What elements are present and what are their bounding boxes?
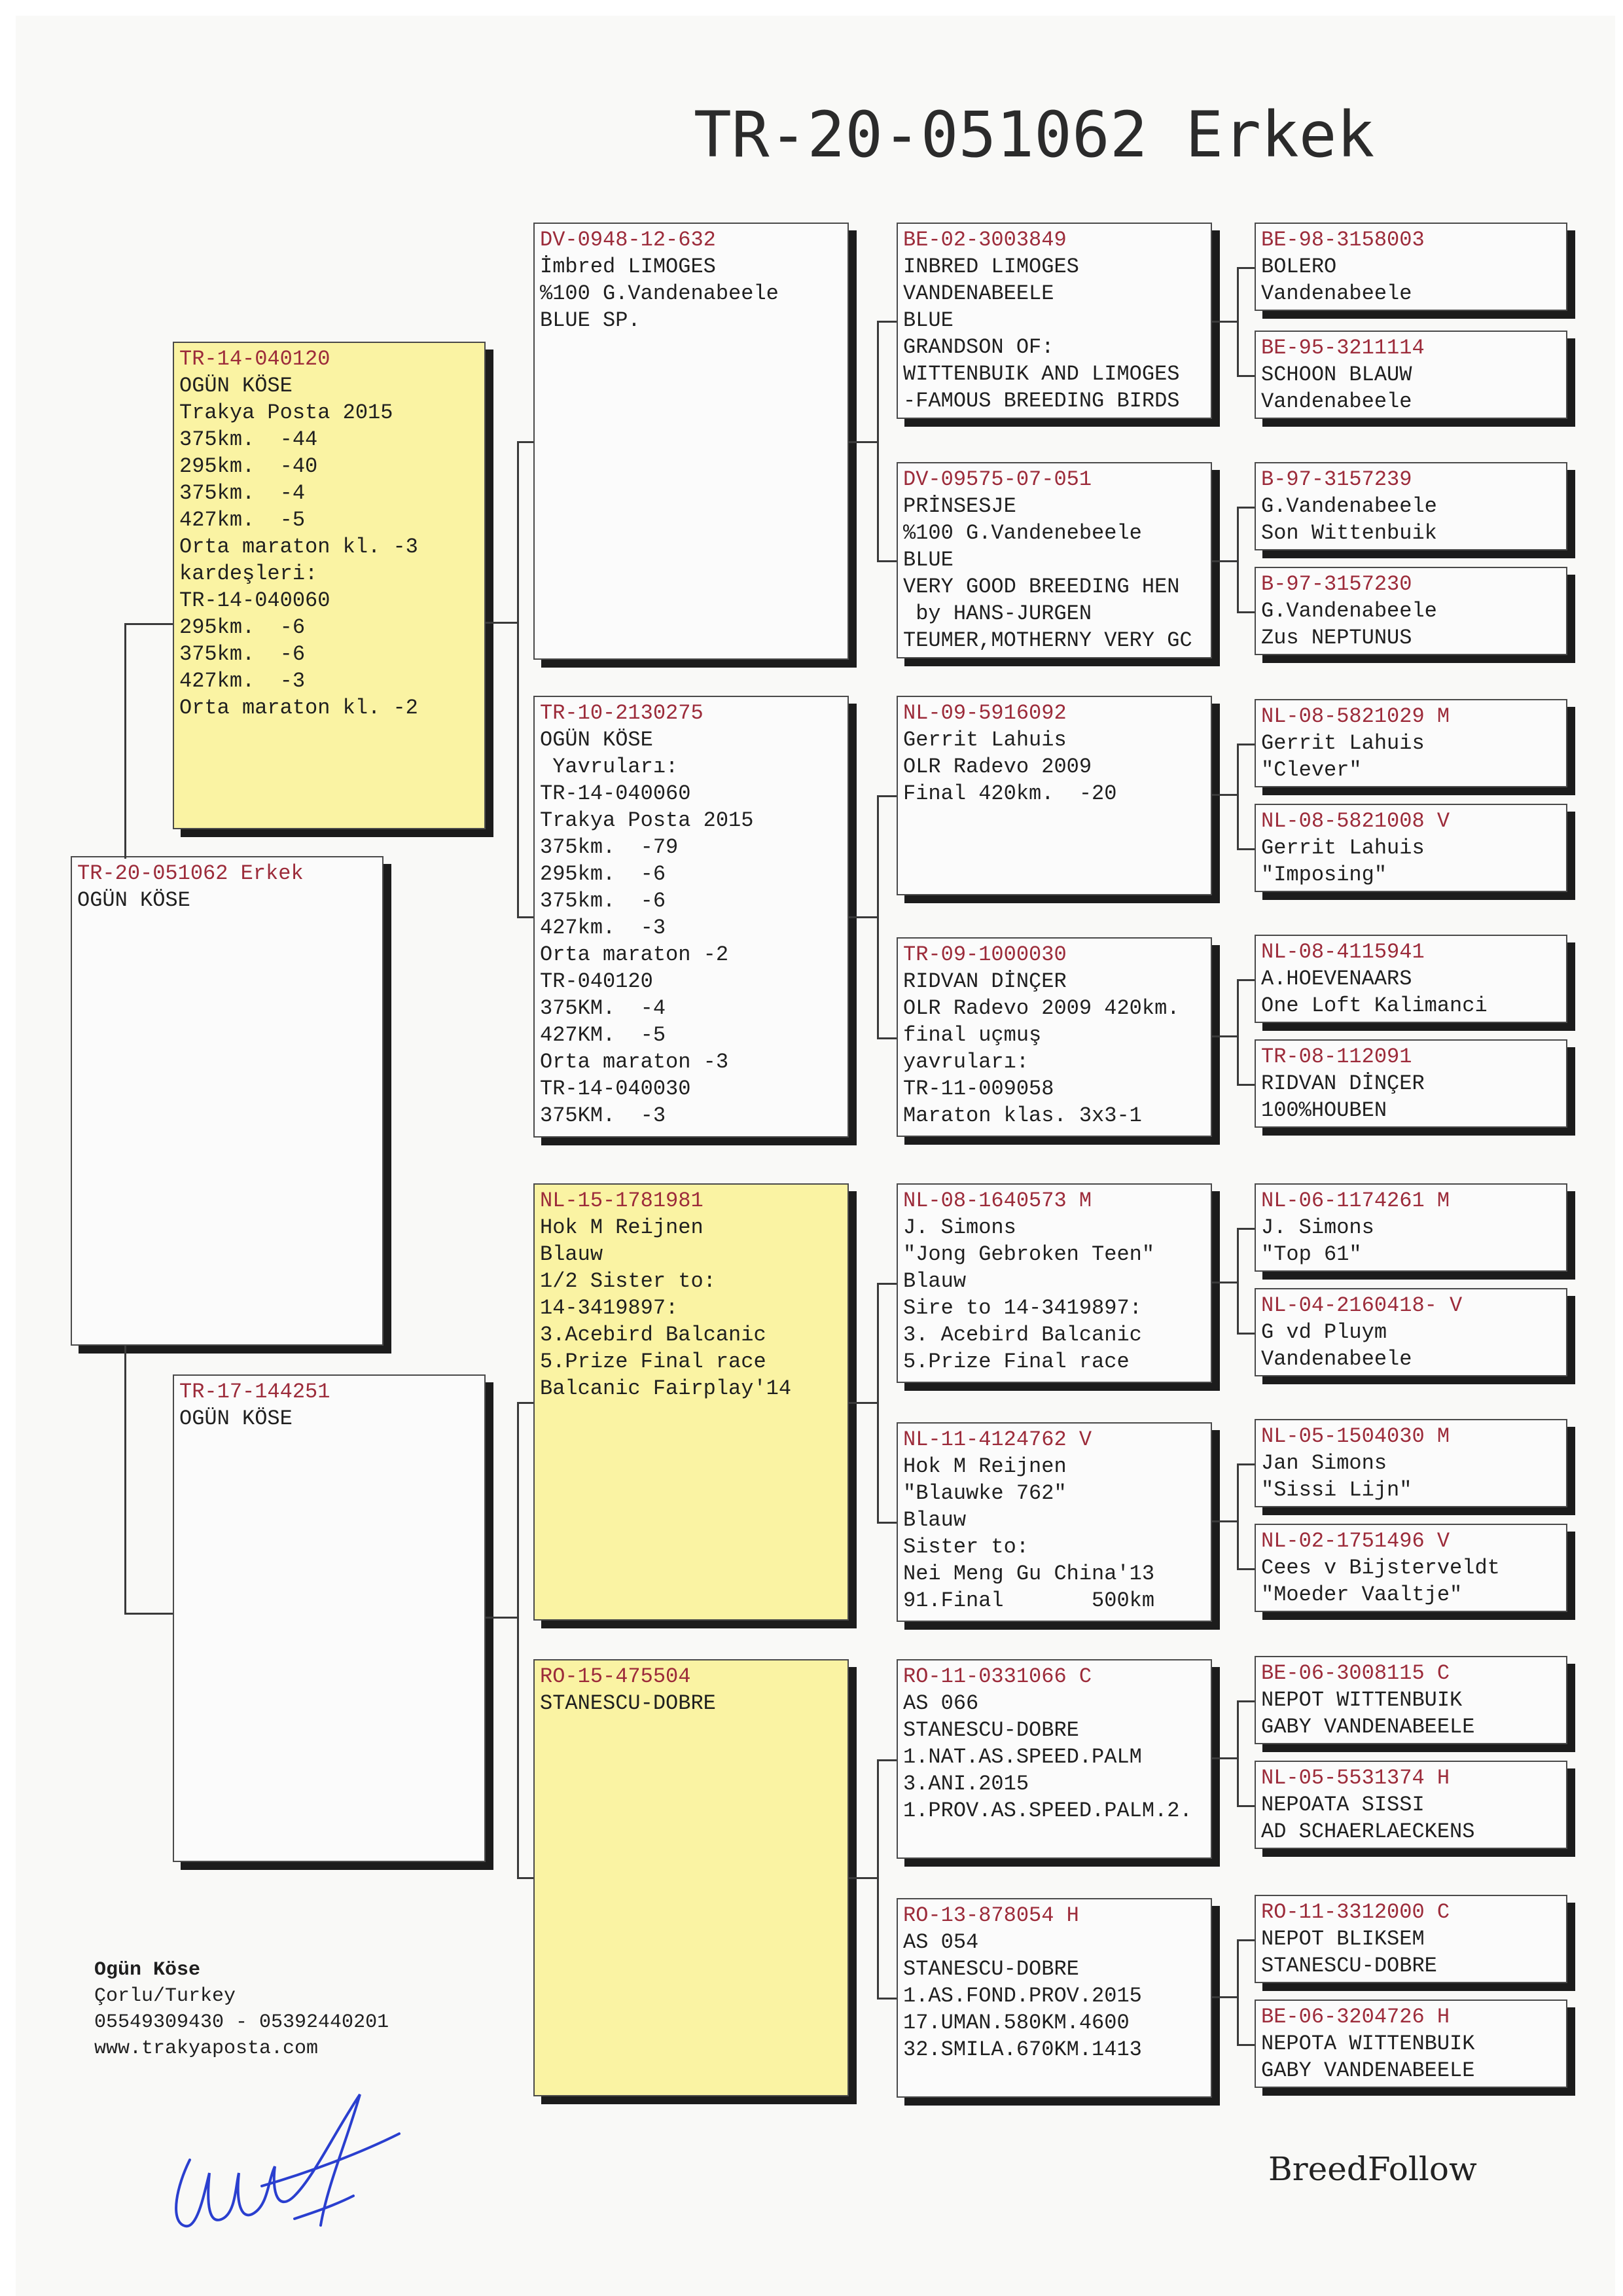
- pedigree-line: TR-14-040060: [540, 781, 691, 806]
- pedigree-line: 5.Prize Final race: [540, 1350, 766, 1374]
- pedigree-line: 14-3419897:: [540, 1296, 679, 1320]
- pedigree-line: 427km. -3: [179, 669, 306, 693]
- pedigree-line: Jan Simons: [1261, 1451, 1387, 1475]
- pedigree-line: Sister to:: [903, 1535, 1029, 1559]
- connector-line: [1212, 794, 1237, 796]
- pedigree-line: OGÜN KÖSE: [540, 728, 653, 752]
- pedigree-line: 32.SMILA.670KM.1413: [903, 2037, 1142, 2062]
- connector-line: [1237, 1084, 1255, 1086]
- connector-line: [1237, 267, 1239, 375]
- connector-line: [1237, 1463, 1255, 1465]
- ring-number: NL-08-5821008 V: [1261, 809, 1450, 833]
- pedigree-line: Gerrit Lahuis: [1261, 731, 1425, 755]
- pedigree-box-g14: [1255, 1761, 1567, 1849]
- ring-number: NL-11-4124762 V: [903, 1427, 1092, 1452]
- pedigree-line: AS 054: [903, 1930, 979, 1954]
- connector-line: [1212, 1996, 1237, 1998]
- pedigree-line: BLUE SP.: [540, 308, 641, 332]
- pedigree-line: Sire to 14-3419897:: [903, 1296, 1142, 1320]
- ring-number: BE-06-3008115 C: [1261, 1661, 1450, 1685]
- breeder-contact: [94, 1957, 389, 2062]
- ring-number: TR-08-112091: [1261, 1045, 1412, 1069]
- connector-line: [517, 441, 519, 916]
- pedigree-line: 375km. -4: [179, 481, 306, 505]
- pedigree-box-ss: [533, 223, 849, 660]
- connector-line: [1237, 744, 1255, 745]
- pedigree-line: Gerrit Lahuis: [903, 728, 1067, 752]
- pedigree-box-g3: [1255, 462, 1567, 550]
- ring-number: NL-05-5531374 H: [1261, 1766, 1450, 1790]
- connector-line: [877, 1522, 897, 1524]
- ring-number: B-97-3157230: [1261, 572, 1412, 596]
- pedigree-box-sds: [897, 696, 1212, 895]
- ring-number: NL-02-1751496 V: [1261, 1529, 1450, 1553]
- pedigree-line: Orta maraton kl. -3: [179, 535, 418, 559]
- pedigree-line: Zus NEPTUNUS: [1261, 626, 1412, 650]
- pedigree-box-dss: [897, 1183, 1212, 1383]
- pedigree-line: by HANS-JURGEN: [903, 601, 1092, 626]
- pedigree-line: INBRED LIMOGES: [903, 255, 1079, 279]
- pedigree-line: STANESCU-DOBRE: [903, 1718, 1079, 1742]
- connector-line: [1237, 1568, 1255, 1570]
- pedigree-line: 3. Acebird Balcanic: [903, 1323, 1142, 1347]
- pedigree-line: 100%HOUBEN: [1261, 1098, 1387, 1122]
- ring-number: RO-15-475504: [540, 1664, 691, 1689]
- connector-line: [1237, 979, 1255, 981]
- pedigree-line: J. Simons: [1261, 1215, 1374, 1240]
- pedigree-line: -FAMOUS BREEDING BIRDS: [903, 389, 1180, 413]
- connector-line: [849, 1402, 877, 1404]
- connector-line: [124, 1613, 173, 1615]
- connector-line: [1237, 2044, 1255, 2046]
- ring-number: RO-11-3312000 C: [1261, 1900, 1450, 1924]
- pedigree-box-g1: [1255, 223, 1567, 311]
- pedigree-line: STANESCU-DOBRE: [540, 1691, 716, 1715]
- ring-number: TR-10-2130275: [540, 701, 704, 725]
- pedigree-line: 1.NAT.AS.SPEED.PALM: [903, 1745, 1142, 1769]
- pedigree-line: Trakya Posta 2015: [540, 808, 754, 833]
- pedigree-box-dd: [533, 1659, 849, 2096]
- ring-number: NL-08-1640573 M: [903, 1189, 1092, 1213]
- pedigree-box-g8: [1255, 1039, 1567, 1128]
- pedigree-box-g4: [1255, 567, 1567, 655]
- ring-number: NL-08-4115941: [1261, 940, 1425, 964]
- ring-number: BE-98-3158003: [1261, 228, 1425, 252]
- pedigree-line: 295km. -6: [179, 615, 306, 639]
- connector-line: [1212, 321, 1237, 323]
- pedigree-line: Trakya Posta 2015: [179, 401, 393, 425]
- connector-line: [1237, 611, 1255, 613]
- pedigree-line: TR-14-040030: [540, 1077, 691, 1101]
- pedigree-line: "Blauwke 762": [903, 1481, 1067, 1505]
- connector-line: [1237, 1939, 1239, 2044]
- pedigree-line: SCHOON BLAUW: [1261, 363, 1412, 387]
- ring-number: RO-11-0331066 C: [903, 1664, 1092, 1689]
- ring-number: B-97-3157239: [1261, 467, 1412, 492]
- connector-line: [486, 622, 517, 624]
- pedigree-line: Nei Meng Gu China'13: [903, 1562, 1155, 1586]
- pedigree-line: Blauw: [903, 1508, 967, 1532]
- pedigree-box-g15: [1255, 1895, 1567, 1983]
- pedigree-line: 91.Final 500km: [903, 1588, 1155, 1613]
- connector-line: [877, 1759, 897, 1761]
- pedigree-line: 375KM. -4: [540, 996, 666, 1020]
- pedigree-box-g16: [1255, 2000, 1567, 2088]
- pedigree-line: Maraton klas. 3x3-1: [903, 1103, 1142, 1128]
- pedigree-line: OGÜN KÖSE: [179, 374, 293, 398]
- pedigree-line: TR-14-040060: [179, 588, 330, 613]
- pedigree-line: WITTENBUIK AND LIMOGES: [903, 362, 1180, 386]
- pedigree-line: 427km. -5: [179, 508, 306, 532]
- pedigree-line: OLR Radevo 2009: [903, 755, 1092, 779]
- pedigree-box-g5: [1255, 699, 1567, 787]
- pedigree-line: GABY VANDENABEELE: [1261, 1715, 1475, 1739]
- pedigree-line: VERY GOOD BREEDING HEN: [903, 575, 1180, 599]
- pedigree-line: 1.PROV.AS.SPEED.PALM.2.: [903, 1799, 1192, 1823]
- pedigree-box-g12: [1255, 1524, 1567, 1612]
- pedigree-box-g13: [1255, 1656, 1567, 1744]
- ring-number: TR-14-040120: [179, 347, 330, 371]
- pedigree-line: RIDVAN DİNÇER: [1261, 1071, 1425, 1096]
- connector-line: [877, 795, 879, 1037]
- pedigree-line: 3.Acebird Balcanic: [540, 1323, 766, 1347]
- pedigree-line: GRANDSON OF:: [903, 335, 1054, 359]
- pedigree-line: BLUE: [903, 548, 954, 572]
- connector-line: [1237, 267, 1255, 269]
- pedigree-line: STANESCU-DOBRE: [903, 1957, 1079, 1981]
- pedigree-line: "Jong Gebroken Teen": [903, 1242, 1155, 1266]
- pedigree-line: One Loft Kalimanci: [1261, 994, 1488, 1018]
- connector-line: [1237, 507, 1255, 509]
- pedigree-line: TEUMER,MOTHERNY VERY GC: [903, 628, 1192, 653]
- ring-number: NL-04-2160418- V: [1261, 1293, 1463, 1318]
- pedigree-line: 17.UMAN.580KM.4600: [903, 2011, 1130, 2035]
- pedigree-box-g9: [1255, 1183, 1567, 1272]
- pedigree-box-sire: [173, 342, 486, 829]
- ring-number: NL-08-5821029 M: [1261, 704, 1450, 728]
- pedigree-line: Hok M Reijnen: [903, 1454, 1067, 1479]
- pedigree-line: Vandenabeele: [1261, 281, 1412, 306]
- pedigree-box-ddd: [897, 1898, 1212, 2098]
- connector-line: [517, 1877, 533, 1879]
- connector-line: [1237, 1700, 1239, 1805]
- connector-line: [877, 1283, 879, 1522]
- ring-number: NL-05-1504030 M: [1261, 1424, 1450, 1448]
- connector-line: [1237, 1939, 1255, 1941]
- connector-line: [849, 916, 877, 918]
- pedigree-line: Orta maraton -3: [540, 1050, 729, 1074]
- pedigree-box-dsd: [897, 1422, 1212, 1622]
- pedigree-line: 1.AS.FOND.PROV.2015: [903, 1984, 1142, 2008]
- pedigree-line: "Sissi Lijn": [1261, 1478, 1412, 1502]
- connector-line: [517, 916, 533, 918]
- pedigree-line: 427KM. -5: [540, 1023, 666, 1047]
- breeder-name: Ogün Köse: [94, 1959, 201, 1981]
- signature: [164, 2055, 412, 2238]
- pedigree-line: "Imposing": [1261, 863, 1387, 887]
- pedigree-line: G.Vandenabeele: [1261, 599, 1437, 623]
- page-title: TR-20-051062 Erkek: [694, 98, 1375, 171]
- connector-line: [517, 1402, 533, 1404]
- connector-line: [1237, 979, 1239, 1084]
- pedigree-line: Orta maraton -2: [540, 942, 729, 967]
- pedigree-line: Yavruları:: [540, 755, 679, 779]
- pedigree-line: "Moeder Vaaltje": [1261, 1583, 1463, 1607]
- connector-line: [1237, 1805, 1255, 1807]
- pedigree-line: VANDENABEELE: [903, 281, 1054, 306]
- pedigree-box-g6: [1255, 804, 1567, 892]
- pedigree-line: Hok M Reijnen: [540, 1215, 704, 1240]
- pedigree-line: AS 066: [903, 1691, 979, 1715]
- connector-line: [124, 1346, 126, 1614]
- pedigree-line: 295km. -40: [179, 454, 318, 478]
- pedigree-box-sdd: [897, 937, 1212, 1137]
- pedigree-line: İmbred LIMOGES: [540, 255, 716, 279]
- connector-line: [1237, 1228, 1239, 1333]
- ring-number: NL-06-1174261 M: [1261, 1189, 1450, 1213]
- pedigree-line: GABY VANDENABEELE: [1261, 2058, 1475, 2083]
- ring-number: NL-09-5916092: [903, 701, 1067, 725]
- pedigree-line: G vd Pluym: [1261, 1320, 1387, 1344]
- connector-line: [877, 1759, 879, 1998]
- pedigree-line: 5.Prize Final race: [903, 1350, 1130, 1374]
- pedigree-line: %100 G.Vandenebeele: [903, 521, 1142, 545]
- ring-number: NL-15-1781981: [540, 1189, 704, 1213]
- pedigree-line: 375km. -44: [179, 427, 318, 452]
- pedigree-line: "Top 61": [1261, 1242, 1362, 1266]
- pedigree-line: RIDVAN DİNÇER: [903, 969, 1067, 994]
- pedigree-box-subject: [71, 856, 383, 1346]
- pedigree-line: 295km. -6: [540, 862, 666, 886]
- pedigree-line: Orta maraton kl. -2: [179, 696, 418, 720]
- breeder-website: www.trakyaposta.com: [94, 2037, 319, 2060]
- pedigree-line: STANESCU-DOBRE: [1261, 1954, 1437, 1978]
- connector-line: [849, 1877, 877, 1879]
- pedigree-box-g10: [1255, 1288, 1567, 1376]
- pedigree-line: OGÜN KÖSE: [179, 1407, 293, 1431]
- pedigree-line: Final 420km. -20: [903, 781, 1117, 806]
- ring-number: TR-20-051062 Erkek: [77, 861, 304, 886]
- ring-number: TR-09-1000030: [903, 942, 1067, 967]
- pedigree-box-sss: [897, 223, 1212, 419]
- pedigree-line: 3.ANI.2015: [903, 1772, 1029, 1796]
- connector-line: [1237, 1463, 1239, 1568]
- pedigree-line: final uçmuş: [903, 1023, 1042, 1047]
- connector-line: [1212, 1282, 1237, 1283]
- pedigree-line: NEPOT BLIKSEM: [1261, 1927, 1425, 1951]
- pedigree-line: 375KM. -3: [540, 1103, 666, 1128]
- connector-line: [486, 1617, 517, 1619]
- pedigree-line: G.Vandenabeele: [1261, 494, 1437, 518]
- pedigree-line: yavruları:: [903, 1050, 1029, 1074]
- pedigree-line: J. Simons: [903, 1215, 1016, 1240]
- breeder-city: Çorlu/Turkey: [94, 1985, 236, 2007]
- connector-line: [1237, 375, 1255, 377]
- ring-number: BE-06-3204726 H: [1261, 2005, 1450, 2029]
- pedigree-line: OGÜN KÖSE: [77, 888, 190, 912]
- connector-line: [517, 441, 533, 443]
- connector-line: [1212, 1520, 1237, 1522]
- pedigree-line: TR-040120: [540, 969, 653, 994]
- pedigree-line: %100 G.Vandenabeele: [540, 281, 779, 306]
- breeder-phones: 05549309430 - 05392440201: [94, 2011, 389, 2034]
- pedigree-line: Vandenabeele: [1261, 1347, 1412, 1371]
- connector-line: [517, 1402, 519, 1877]
- pedigree-line: TR-11-009058: [903, 1077, 1054, 1101]
- pedigree-line: Vandenabeele: [1261, 389, 1412, 414]
- connector-line: [1237, 507, 1239, 611]
- pedigree-line: BLUE: [903, 308, 954, 332]
- brand-logo: BreedFollow: [1268, 2150, 1477, 2188]
- pedigree-box-g7: [1255, 935, 1567, 1023]
- connector-line: [1212, 1035, 1237, 1037]
- pedigree-line: 427km. -3: [540, 916, 666, 940]
- pedigree-line: 1/2 Sister to:: [540, 1269, 716, 1293]
- connector-line: [877, 321, 897, 323]
- ring-number: BE-95-3211114: [1261, 336, 1425, 360]
- pedigree-line: NEPOTA WITTENBUIK: [1261, 2032, 1475, 2056]
- connector-line: [877, 321, 879, 560]
- pedigree-box-dds: [897, 1659, 1212, 1859]
- connector-line: [849, 441, 877, 443]
- connector-line: [877, 1998, 897, 2000]
- connector-line: [877, 795, 897, 797]
- connector-line: [877, 560, 897, 562]
- pedigree-line: 375km. -6: [179, 642, 306, 666]
- pedigree-box-ds: [533, 1183, 849, 1621]
- connector-line: [124, 623, 126, 859]
- pedigree-line: 375km. -6: [540, 889, 666, 913]
- pedigree-box-dam: [173, 1374, 486, 1862]
- pedigree-line: Cees v Bijsterveldt: [1261, 1556, 1500, 1580]
- pedigree-line: Gerrit Lahuis: [1261, 836, 1425, 860]
- connector-line: [1237, 848, 1255, 850]
- pedigree-line: NEPOT WITTENBUIK: [1261, 1688, 1463, 1712]
- pedigree-line: "Clever": [1261, 758, 1362, 782]
- pedigree-line: Son Wittenbuik: [1261, 521, 1437, 545]
- ring-number: RO-13-878054 H: [903, 1903, 1079, 1928]
- pedigree-line: AD SCHAERLAECKENS: [1261, 1820, 1475, 1844]
- pedigree-line: Blauw: [903, 1269, 967, 1293]
- pedigree-line: PRİNSESJE: [903, 494, 1016, 518]
- pedigree-box-g2: [1255, 331, 1567, 419]
- connector-line: [1212, 560, 1237, 562]
- connector-line: [124, 623, 173, 625]
- pedigree-line: OLR Radevo 2009 420km.: [903, 996, 1180, 1020]
- pedigree-line: Balcanic Fairplay'14: [540, 1376, 792, 1401]
- ring-number: DV-0948-12-632: [540, 228, 716, 252]
- ring-number: DV-09575-07-051: [903, 467, 1092, 492]
- pedigree-line: BOLERO: [1261, 255, 1337, 279]
- connector-line: [1237, 1228, 1255, 1230]
- connector-line: [1212, 1757, 1237, 1759]
- connector-line: [877, 1283, 897, 1285]
- pedigree-box-sd: [533, 696, 849, 1138]
- connector-line: [1237, 744, 1239, 848]
- connector-line: [1237, 1700, 1255, 1702]
- ring-number: BE-02-3003849: [903, 228, 1067, 252]
- connector-line: [1237, 1333, 1255, 1335]
- connector-line: [877, 1037, 897, 1039]
- pedigree-box-ssd: [897, 462, 1212, 658]
- pedigree-line: Blauw: [540, 1242, 603, 1266]
- pedigree-line: NEPOATA SISSI: [1261, 1793, 1425, 1817]
- pedigree-box-g11: [1255, 1419, 1567, 1507]
- ring-number: TR-17-144251: [179, 1380, 330, 1404]
- pedigree-line: kardeşleri:: [179, 562, 318, 586]
- pedigree-line: A.HOEVENAARS: [1261, 967, 1412, 991]
- pedigree-line: 375km. -79: [540, 835, 679, 859]
